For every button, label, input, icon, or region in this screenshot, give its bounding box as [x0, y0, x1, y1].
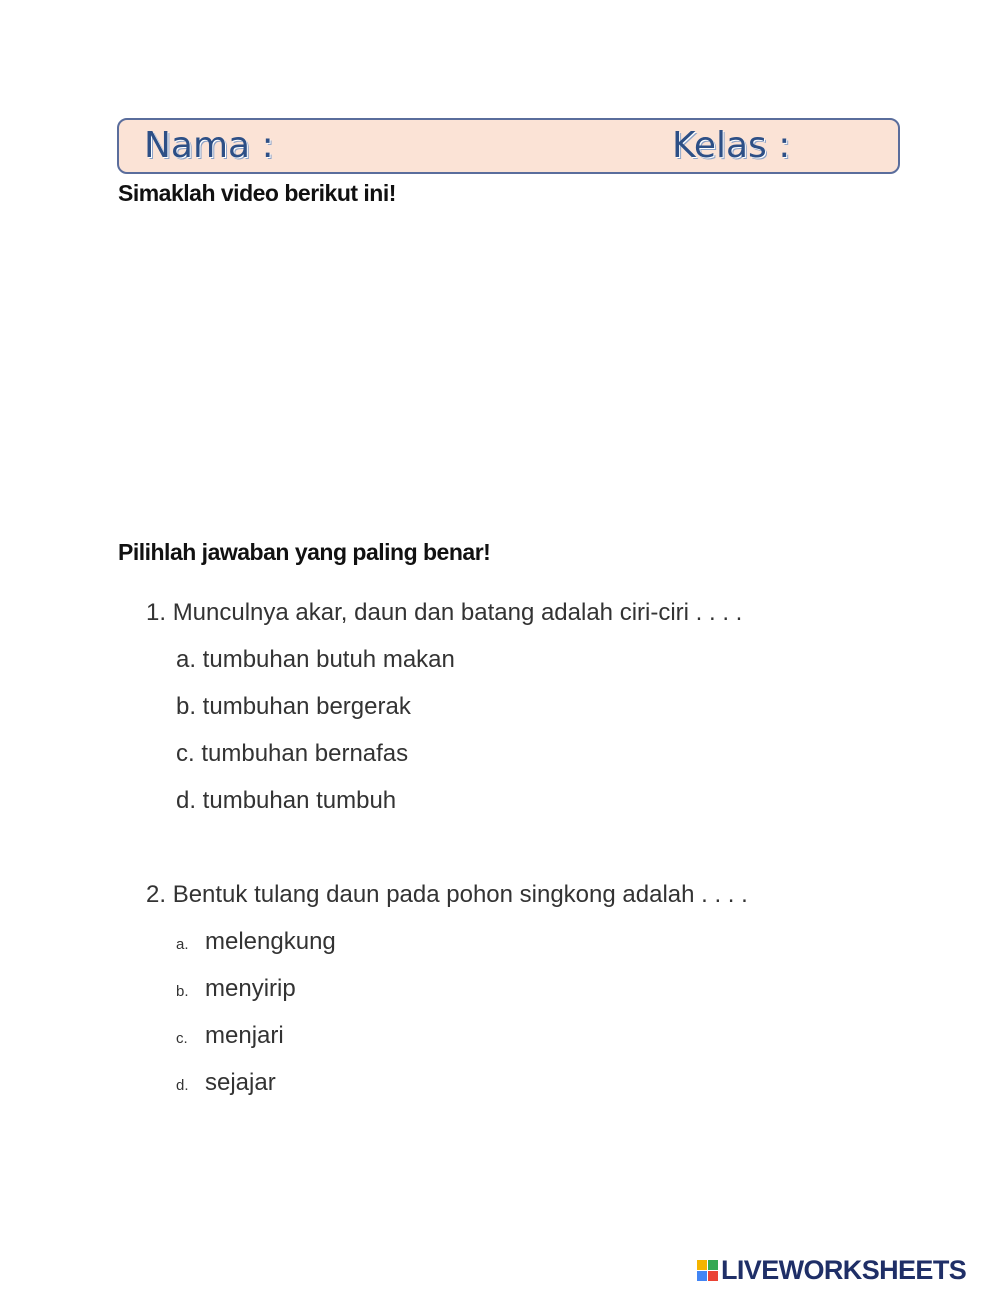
option-letter: c.	[176, 1030, 188, 1047]
option-letter: b.	[176, 983, 189, 1000]
choose-instruction: Pilihlah jawaban yang paling benar!	[118, 539, 491, 565]
option-text: menjari	[205, 1022, 284, 1049]
video-placeholder[interactable]	[118, 215, 900, 525]
name-label: Nama :	[144, 125, 274, 166]
liveworksheets-logo[interactable]	[697, 1254, 966, 1286]
option-text: sejajar	[205, 1069, 276, 1096]
question-2-option-c[interactable]	[176, 1022, 284, 1050]
question-2-option-d[interactable]	[176, 1069, 276, 1097]
question-text: Munculnya akar, daun dan batang adalah ciri-ciri . . . .	[172, 599, 743, 626]
option-letter: d.	[176, 1077, 189, 1094]
question-text: Bentuk tulang daun pada pohon singkong adalah . . . .	[172, 881, 748, 908]
question-number: 2.	[146, 881, 167, 908]
question-2-option-b[interactable]	[176, 975, 296, 1003]
question-2	[146, 881, 748, 909]
video-instruction: Simaklah video berikut ini!	[118, 180, 396, 206]
class-label: Kelas :	[672, 125, 791, 166]
logo-squares-icon	[697, 1260, 718, 1281]
student-info-box	[117, 118, 900, 174]
question-1-option-b[interactable]: b. tumbuhan bergerak	[176, 693, 411, 720]
option-text: menyirip	[205, 975, 296, 1002]
question-1-option-a[interactable]: a. tumbuhan butuh makan	[176, 646, 455, 673]
question-number: 1.	[146, 599, 167, 626]
question-2-option-a[interactable]	[176, 928, 336, 956]
logo-square	[697, 1260, 707, 1270]
question-1-option-d[interactable]: d. tumbuhan tumbuh	[176, 787, 397, 814]
question-1	[146, 599, 742, 627]
logo-square	[708, 1260, 718, 1270]
brand-name: LIVEWORKSHEETS	[721, 1254, 967, 1285]
logo-square	[708, 1271, 718, 1281]
option-letter: a.	[176, 936, 189, 953]
option-text: melengkung	[205, 928, 336, 955]
question-1-option-c[interactable]: c. tumbuhan bernafas	[176, 740, 409, 767]
logo-square	[697, 1271, 707, 1281]
